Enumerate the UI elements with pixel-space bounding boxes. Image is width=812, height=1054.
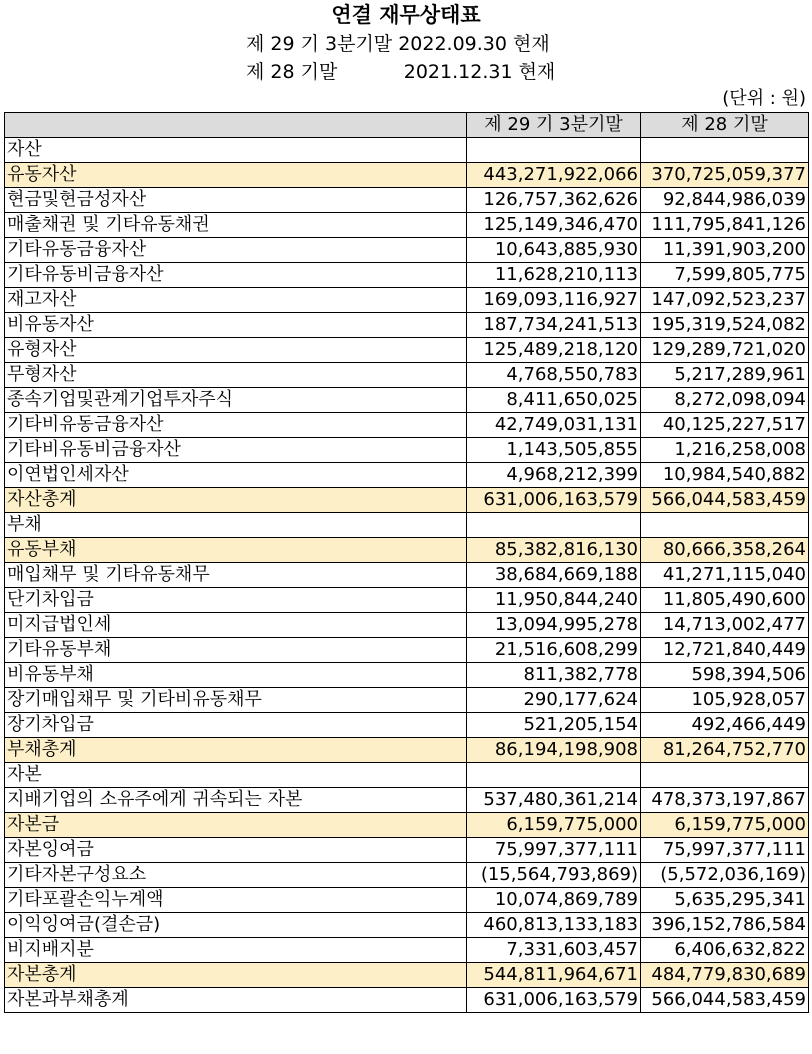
prior-period-value: 111,795,841,126: [641, 213, 809, 238]
current-period-value: 7,331,603,457: [467, 938, 641, 963]
current-period-value: 6,159,775,000: [467, 813, 641, 838]
table-row: [5, 438, 809, 463]
current-period-value: 169,093,116,927: [467, 288, 641, 313]
table-row: [5, 638, 809, 663]
prior-period-value: 8,272,098,094: [641, 388, 809, 413]
account-name: 자본잉여금: [5, 838, 467, 863]
prior-period-value: 147,092,523,237: [641, 288, 809, 313]
current-period-value: 86,194,198,908: [467, 738, 641, 763]
current-period-value: 631,006,163,579: [467, 988, 641, 1013]
table-row: [5, 738, 809, 763]
header-current-period: 제 29 기 3분기말: [467, 113, 641, 138]
account-name: 자본금: [5, 813, 467, 838]
account-name: 비유동자산: [5, 313, 467, 338]
prior-period-value: [641, 763, 809, 788]
current-period-value: 631,006,163,579: [467, 488, 641, 513]
prior-period-value: 10,984,540,882: [641, 463, 809, 488]
current-period-value: [467, 513, 641, 538]
current-period-value: 126,757,362,626: [467, 188, 641, 213]
account-name: 종속기업및관계기업투자주식: [5, 388, 467, 413]
table-row: [5, 888, 809, 913]
prior-period-value: 81,264,752,770: [641, 738, 809, 763]
account-name: 기타비유동비금융자산: [5, 438, 467, 463]
table-row: [5, 613, 809, 638]
account-name: 자산총계: [5, 488, 467, 513]
current-period-value: [467, 763, 641, 788]
current-period-value: 460,813,133,183: [467, 913, 641, 938]
table-row: [5, 463, 809, 488]
account-name: 매출채권 및 기타유동채권: [5, 213, 467, 238]
statement-title: 연결 재무상태표: [331, 3, 481, 27]
prior-period-value: 80,666,358,264: [641, 538, 809, 563]
current-period-value: [467, 138, 641, 163]
table-row: [5, 138, 809, 163]
account-name: 장기매입채무 및 기타비유동채무: [5, 688, 467, 713]
prior-period-value: 195,319,524,082: [641, 313, 809, 338]
current-period-value: 10,643,885,930: [467, 238, 641, 263]
table-row: [5, 513, 809, 538]
table-row: [5, 688, 809, 713]
table-row: [5, 838, 809, 863]
account-name: 미지급법인세: [5, 613, 467, 638]
prior-period-value: 566,044,583,459: [641, 488, 809, 513]
account-name: 기타유동부채: [5, 638, 467, 663]
table-row: [5, 938, 809, 963]
header-row: [5, 113, 809, 138]
account-name: 이익잉여금(결손금): [5, 913, 467, 938]
account-name: 자본총계: [5, 963, 467, 988]
prior-period-value: 484,779,830,689: [641, 963, 809, 988]
table-row: [5, 488, 809, 513]
account-name: 유동부채: [5, 538, 467, 563]
table-row: [5, 263, 809, 288]
current-period-value: 21,516,608,299: [467, 638, 641, 663]
account-name: 유형자산: [5, 338, 467, 363]
prior-period-value: 11,805,490,600: [641, 588, 809, 613]
table-row: [5, 163, 809, 188]
current-period-value: 11,950,844,240: [467, 588, 641, 613]
prior-period-value: 5,635,295,341: [641, 888, 809, 913]
account-name: 자본과부채총계: [5, 988, 467, 1013]
table-row: [5, 313, 809, 338]
table-row: [5, 713, 809, 738]
account-name: 비지배지분: [5, 938, 467, 963]
current-period-value: 521,205,154: [467, 713, 641, 738]
current-period-value: 4,968,212,399: [467, 463, 641, 488]
current-period-value: 443,271,922,066: [467, 163, 641, 188]
current-period-value: 1,143,505,855: [467, 438, 641, 463]
account-name: 유동자산: [5, 163, 467, 188]
current-period-value: 125,489,218,120: [467, 338, 641, 363]
current-period-value: 187,734,241,513: [467, 313, 641, 338]
prior-period-value: 370,725,059,377: [641, 163, 809, 188]
account-name: 기타유동금융자산: [5, 238, 467, 263]
prior-period-value: (5,572,036,169): [641, 863, 809, 888]
prior-period-value: 1,216,258,008: [641, 438, 809, 463]
account-name: 부채총계: [5, 738, 467, 763]
table-row: [5, 213, 809, 238]
table-row: [5, 388, 809, 413]
current-period-value: 38,684,669,188: [467, 563, 641, 588]
prior-period-value: 12,721,840,449: [641, 638, 809, 663]
prior-period-value: [641, 138, 809, 163]
table-body: [5, 138, 809, 1013]
account-name: 기타자본구성요소: [5, 863, 467, 888]
account-name: 재고자산: [5, 288, 467, 313]
table-row: [5, 188, 809, 213]
current-period-value: 75,997,377,111: [467, 838, 641, 863]
unit-label: (단위 : 원): [722, 88, 806, 109]
account-name: 장기차입금: [5, 713, 467, 738]
table-row: [5, 338, 809, 363]
current-period-value: 290,177,624: [467, 688, 641, 713]
current-period-value: 125,149,346,470: [467, 213, 641, 238]
period-current: 제 29 기 3분기말 2022.09.30 현재: [246, 33, 550, 55]
prior-period-value: 7,599,805,775: [641, 263, 809, 288]
table-row: [5, 963, 809, 988]
header-account: [5, 113, 467, 138]
prior-period-value: 5,217,289,961: [641, 363, 809, 388]
prior-period-value: 92,844,986,039: [641, 188, 809, 213]
table-row: [5, 763, 809, 788]
table-row: [5, 538, 809, 563]
account-name: 단기차입금: [5, 588, 467, 613]
table-row: [5, 238, 809, 263]
account-name: 자본: [5, 763, 467, 788]
prior-period-value: 75,997,377,111: [641, 838, 809, 863]
table-row: [5, 288, 809, 313]
prior-period-value: 11,391,903,200: [641, 238, 809, 263]
table-row: [5, 363, 809, 388]
table-row: [5, 863, 809, 888]
account-name: 현금및현금성자산: [5, 188, 467, 213]
account-name: 지배기업의 소유주에게 귀속되는 자본: [5, 788, 467, 813]
current-period-value: 13,094,995,278: [467, 613, 641, 638]
prior-period-value: [641, 513, 809, 538]
table-row: [5, 913, 809, 938]
account-name: 이연법인세자산: [5, 463, 467, 488]
prior-period-value: 41,271,115,040: [641, 563, 809, 588]
current-period-value: 42,749,031,131: [467, 413, 641, 438]
current-period-value: 4,768,550,783: [467, 363, 641, 388]
account-name: 매입채무 및 기타유동채무: [5, 563, 467, 588]
account-name: 부채: [5, 513, 467, 538]
balance-sheet-table: [4, 112, 809, 1013]
prior-period-value: 492,466,449: [641, 713, 809, 738]
table-row: [5, 563, 809, 588]
prior-period-value: 478,373,197,867: [641, 788, 809, 813]
prior-period-value: 14,713,002,477: [641, 613, 809, 638]
current-period-value: 11,628,210,113: [467, 263, 641, 288]
table-row: [5, 813, 809, 838]
account-name: 자산: [5, 138, 467, 163]
prior-period-value: 40,125,227,517: [641, 413, 809, 438]
current-period-value: 85,382,816,130: [467, 538, 641, 563]
current-period-value: 10,074,869,789: [467, 888, 641, 913]
account-name: 기타비유동금융자산: [5, 413, 467, 438]
prior-period-value: 566,044,583,459: [641, 988, 809, 1013]
current-period-value: 544,811,964,671: [467, 963, 641, 988]
current-period-value: 811,382,778: [467, 663, 641, 688]
prior-period-value: 129,289,721,020: [641, 338, 809, 363]
table-row: [5, 663, 809, 688]
period-prior: 제 28 기말 2021.12.31 현재: [246, 61, 556, 83]
prior-period-value: 105,928,057: [641, 688, 809, 713]
prior-period-value: 6,406,632,822: [641, 938, 809, 963]
account-name: 비유동부채: [5, 663, 467, 688]
account-name: 기타포괄손익누계액: [5, 888, 467, 913]
current-period-value: (15,564,793,869): [467, 863, 641, 888]
current-period-value: 537,480,361,214: [467, 788, 641, 813]
prior-period-value: 6,159,775,000: [641, 813, 809, 838]
table-row: [5, 413, 809, 438]
table-row: [5, 788, 809, 813]
header-prior-period: 제 28 기말: [641, 113, 809, 138]
table-row: [5, 588, 809, 613]
account-name: 무형자산: [5, 363, 467, 388]
account-name: 기타유동비금융자산: [5, 263, 467, 288]
current-period-value: 8,411,650,025: [467, 388, 641, 413]
table-row: [5, 988, 809, 1013]
prior-period-value: 598,394,506: [641, 663, 809, 688]
prior-period-value: 396,152,786,584: [641, 913, 809, 938]
